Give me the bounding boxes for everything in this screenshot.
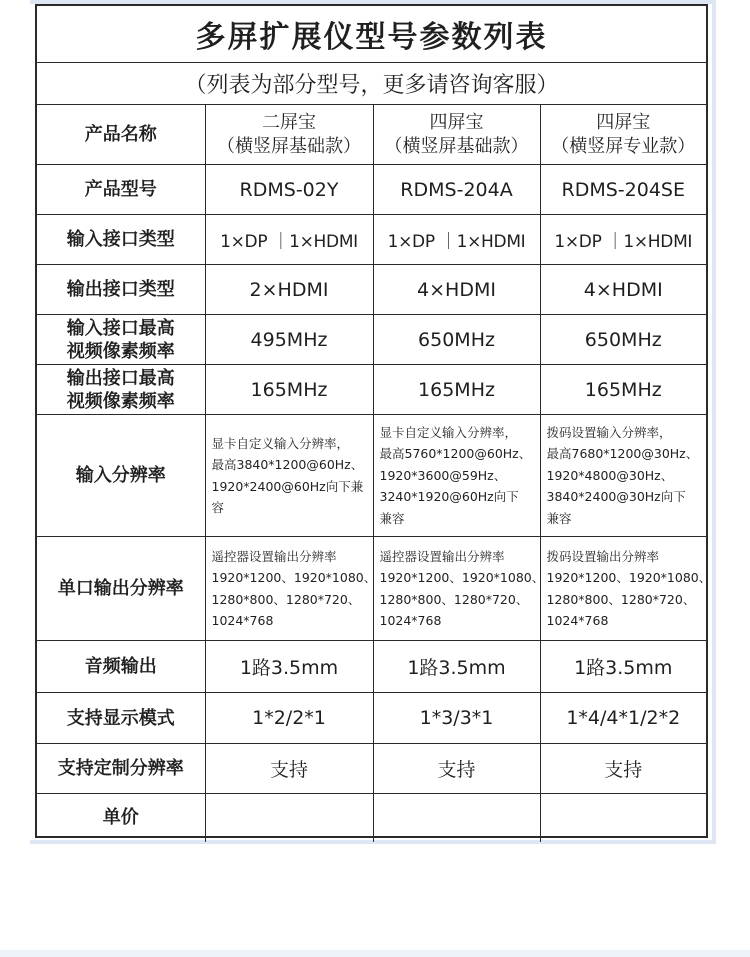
table-cell: 1路3.5mm — [373, 641, 540, 693]
note-line: 兼容 — [379, 510, 405, 526]
row-label: 支持定制分辨率 — [37, 744, 205, 794]
note-line: 1920*1200、1920*1080、 — [379, 570, 545, 585]
table-cell — [205, 415, 373, 537]
note-line: 1920*3600@59Hz、 — [379, 467, 507, 483]
table-row-input-type — [37, 215, 706, 265]
table-cell: 支持 — [205, 744, 373, 794]
row-label: 输入分辨率 — [37, 415, 205, 537]
model-number: RDMS-02Y — [205, 165, 373, 215]
table-cell: 2×HDMI — [205, 265, 373, 315]
note-line: 1920*2400@60Hz向下兼 — [211, 478, 364, 494]
table-cell: 1*2/2*1 — [205, 693, 373, 744]
note-line: 拨码设置输入分辨率， — [546, 424, 672, 440]
table-cell: 1×DP ｜1×HDMI — [205, 215, 373, 265]
note-line: 1280*800、1280*720、 — [546, 591, 696, 607]
row-label: 单口输出分辨率 — [37, 537, 205, 641]
page-bottom-strip — [0, 950, 750, 957]
table-row-output-type — [37, 265, 706, 315]
table-row-audio — [37, 641, 706, 693]
spec-table — [37, 6, 712, 842]
table-row-price — [37, 794, 706, 842]
table-cell — [373, 105, 540, 165]
note-line: 1024*768 — [546, 613, 609, 628]
table-row-input-resolution — [37, 415, 706, 537]
table-cell: 1×DP ｜1×HDMI — [540, 215, 706, 265]
table-row-custom-resolution — [37, 744, 706, 794]
row-label-line: 输出接口最高 — [66, 367, 175, 389]
table-cell: 1*4/4*1/2*2 — [540, 693, 706, 744]
table-cell — [540, 537, 712, 641]
note-line: 1024*768 — [211, 613, 274, 628]
row-label — [37, 315, 205, 365]
table-row-product-name — [37, 105, 706, 165]
table-cell: 4×HDMI — [373, 265, 540, 315]
table-cell: 495MHz — [205, 315, 373, 365]
frame-shadow-right — [712, 0, 716, 843]
note-line: 1920*1200、1920*1080、 — [211, 570, 377, 585]
row-label: 输入接口类型 — [37, 215, 205, 265]
row-label: 单价 — [37, 794, 205, 842]
note-line: 遥控器设置输出分辨率 — [379, 548, 505, 564]
row-label: 输出接口类型 — [37, 265, 205, 315]
row-label: 产品型号 — [37, 165, 205, 215]
note-line: 1920*1200、1920*1080、 — [546, 570, 712, 585]
table-cell — [373, 794, 540, 842]
table-cell — [540, 415, 706, 537]
product-variant: （横竖屏基础款） — [217, 135, 361, 157]
note-line: 最高7680*1200@30Hz、 — [546, 446, 699, 462]
table-cell: 4×HDMI — [540, 265, 706, 315]
row-label: 音频输出 — [37, 641, 205, 693]
table-cell: 650MHz — [540, 315, 706, 365]
table-cell: 165MHz — [540, 365, 706, 415]
table-cell — [540, 794, 706, 842]
note-line: 显卡自定义输入分辨率， — [379, 424, 518, 440]
note-line: 1280*800、1280*720、 — [379, 591, 529, 607]
note-line: 遥控器设置输出分辨率 — [211, 548, 337, 564]
note-line: 显卡自定义输入分辨率， — [211, 435, 350, 451]
model-number: RDMS-204A — [373, 165, 540, 215]
note-line: 3840*2400@30Hz向下 — [546, 489, 686, 505]
table-cell — [205, 794, 373, 842]
page-title: 多屏扩展仪型号参数列表 — [37, 6, 706, 63]
table-row-model — [37, 165, 706, 215]
note-line: 1280*800、1280*720、 — [211, 591, 361, 607]
title-row — [37, 6, 706, 63]
table-cell — [540, 105, 706, 165]
model-number: RDMS-204SE — [540, 165, 706, 215]
note-line: 最高5760*1200@60Hz、 — [379, 446, 532, 462]
product-series: 四屏宝 — [429, 111, 484, 133]
table-cell — [373, 537, 545, 641]
table-row-display-mode — [37, 693, 706, 744]
note-line: 兼容 — [546, 510, 572, 526]
table-row-output-clock — [37, 365, 706, 415]
note-line: 3240*1920@60Hz向下 — [379, 489, 519, 505]
table-cell: 支持 — [373, 744, 540, 794]
product-variant: （横竖屏基础款） — [384, 135, 529, 157]
table-cell: 165MHz — [205, 365, 373, 415]
table-row-input-clock — [37, 315, 706, 365]
row-label-line: 视频像素频率 — [66, 340, 175, 362]
page-subtitle: （列表为部分型号，更多请咨询客服） — [37, 63, 706, 105]
table-cell: 165MHz — [373, 365, 540, 415]
table-cell — [205, 105, 373, 165]
row-label-line: 输入接口最高 — [66, 317, 175, 339]
table-cell: 1路3.5mm — [205, 641, 373, 693]
row-label: 产品名称 — [37, 105, 205, 165]
spec-sheet — [35, 4, 712, 838]
table-cell: 支持 — [540, 744, 706, 794]
table-cell: 650MHz — [373, 315, 540, 365]
product-variant: （横竖屏专业款） — [551, 135, 696, 157]
table-cell: 1×DP ｜1×HDMI — [373, 215, 540, 265]
product-series: 二屏宝 — [262, 111, 316, 133]
note-line: 1024*768 — [379, 613, 442, 628]
table-cell: 1路3.5mm — [540, 641, 706, 693]
table-cell — [205, 537, 377, 641]
row-label: 支持显示模式 — [37, 693, 205, 744]
subtitle-row — [37, 63, 706, 105]
table-row-output-resolution — [37, 537, 706, 641]
table-cell — [373, 415, 540, 537]
product-series: 四屏宝 — [596, 111, 651, 133]
note-line: 容 — [211, 500, 225, 515]
row-label — [37, 365, 205, 415]
note-line: 最高3840*1200@60Hz、 — [211, 457, 364, 472]
row-label-line: 视频像素频率 — [66, 390, 175, 412]
note-line: 1920*4800@30Hz、 — [546, 467, 674, 483]
table-cell: 1*3/3*1 — [373, 693, 540, 744]
note-line: 拨码设置输出分辨率 — [546, 548, 660, 564]
